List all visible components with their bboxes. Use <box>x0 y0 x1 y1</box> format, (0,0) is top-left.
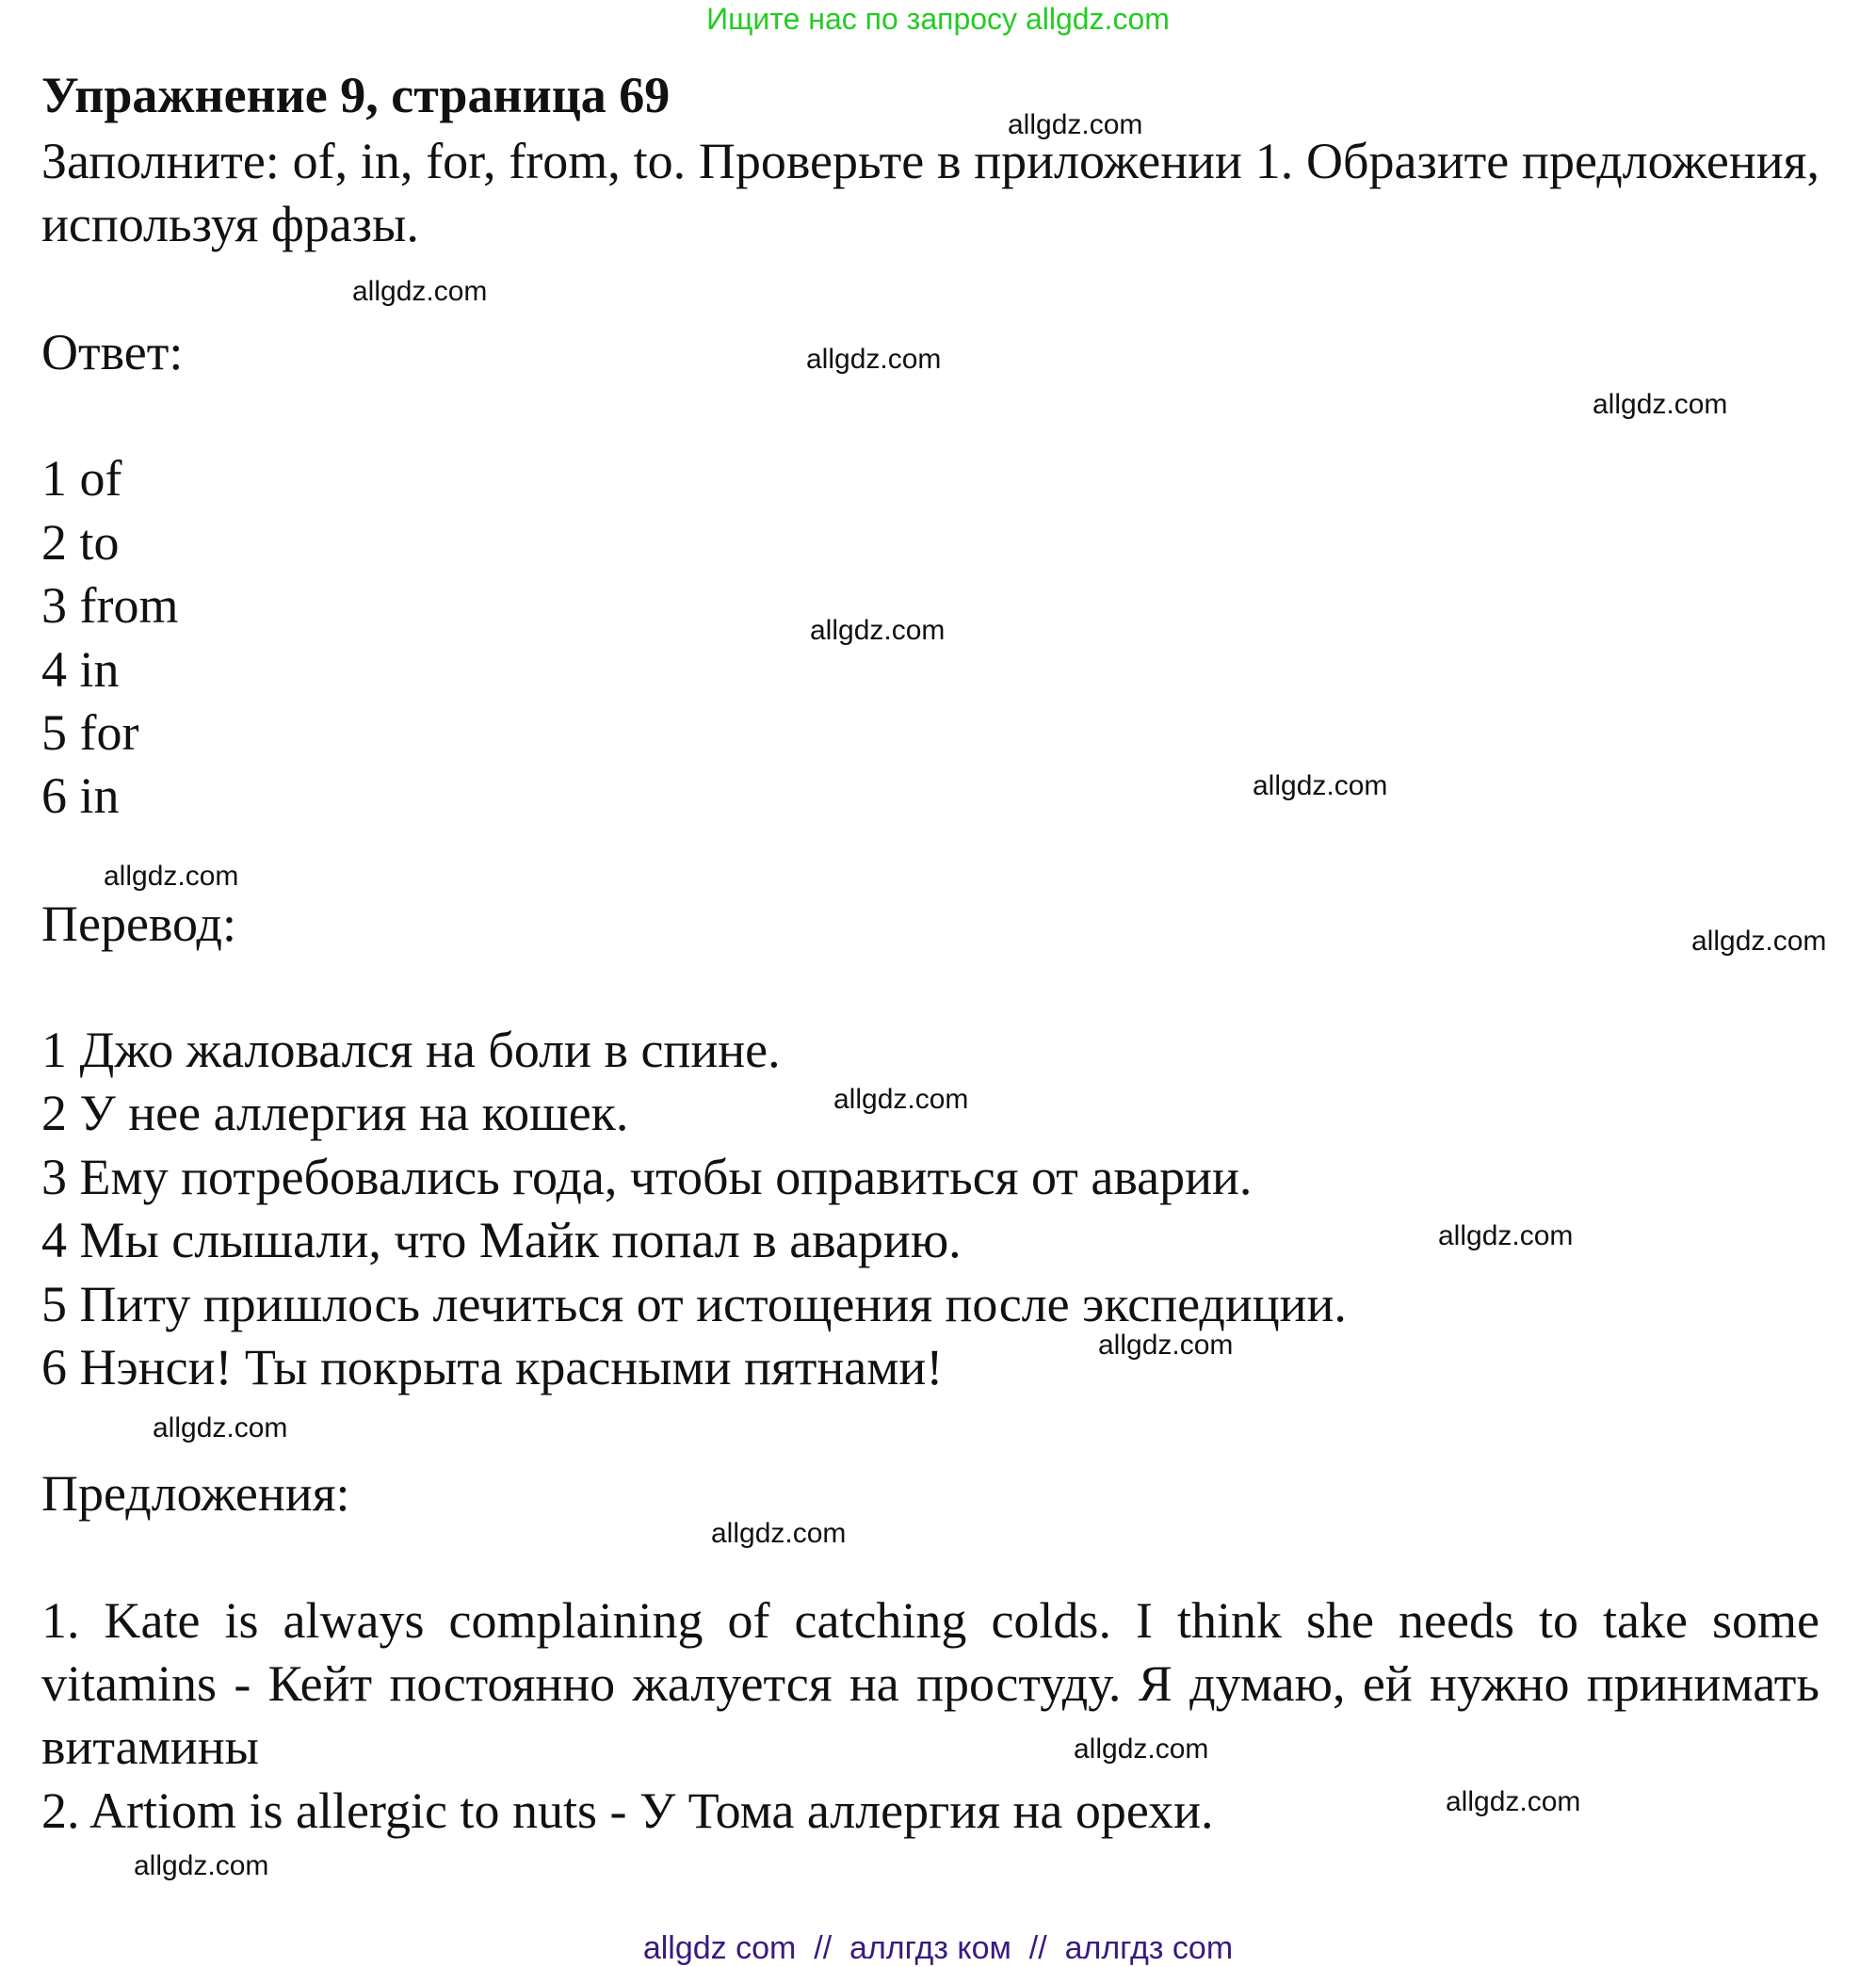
watermark: allgdz.com <box>134 1850 269 1881</box>
translation-item: 3 Ему потребовались года, чтобы оправиться от аварии. <box>41 1149 1253 1205</box>
sentence-item: 2. Artiom is allergic to nuts - У Тома аллергия на орехи. <box>41 1782 1214 1839</box>
answer-item: 2 to <box>41 514 120 571</box>
watermark: allgdz.com <box>1074 1733 1209 1765</box>
watermark: allgdz.com <box>1593 389 1728 420</box>
answer-item: 3 from <box>41 577 179 634</box>
watermark: allgdz.com <box>1691 926 1827 957</box>
answer-item: 6 in <box>41 767 120 824</box>
watermark: allgdz.com <box>711 1518 847 1549</box>
translation-item: 1 Джо жаловался на боли в спине. <box>41 1022 781 1078</box>
watermark: allgdz.com <box>1438 1220 1574 1251</box>
watermark: allgdz.com <box>352 276 488 307</box>
answer-item: 4 in <box>41 641 120 698</box>
translation-item: 4 Мы слышали, что Майк попал в аварию. <box>41 1212 962 1268</box>
search-banner: Ищите нас по запросу allgdz.com <box>706 2 1170 36</box>
watermark: allgdz.com <box>153 1412 288 1443</box>
answer-item: 5 for <box>41 704 139 761</box>
translation-item: 5 Питу пришлось лечиться от истощения после экспедиции. <box>41 1276 1347 1332</box>
watermark: allgdz.com <box>833 1084 969 1115</box>
sentences-heading: Предложения: <box>41 1465 350 1522</box>
footer-links: allgdz com // аллгдз ком // аллгдз com <box>642 1930 1234 1966</box>
watermark: allgdz.com <box>1253 770 1388 801</box>
page-title: Упражнение 9, страница 69 <box>41 67 671 123</box>
translation-item: 2 У нее аллергия на кошек. <box>41 1085 629 1141</box>
answer-heading: Ответ: <box>41 324 184 380</box>
translation-heading: Перевод: <box>41 895 236 952</box>
translation-item: 6 Нэнси! Ты покрыта красными пятнами! <box>41 1339 944 1395</box>
instruction-text: Заполните: of, in, for, from, to. Проверьте в приложении 1. Образите предложения, используя фразы. <box>41 133 1819 252</box>
answer-item: 1 of <box>41 450 122 507</box>
watermark: allgdz.com <box>1008 109 1143 140</box>
watermark: allgdz.com <box>1098 1330 1234 1361</box>
watermark: allgdz.com <box>810 615 946 646</box>
watermark: allgdz.com <box>806 344 942 375</box>
watermark: allgdz.com <box>104 861 239 892</box>
watermark: allgdz.com <box>1446 1786 1581 1817</box>
sentence-item: 1. Kate is always complaining of catching colds. I think she needs to take some vitamins - Кейт постоянно жалуется на простуду. Я думаю, ей нужно принимать витамины <box>41 1592 1819 1775</box>
